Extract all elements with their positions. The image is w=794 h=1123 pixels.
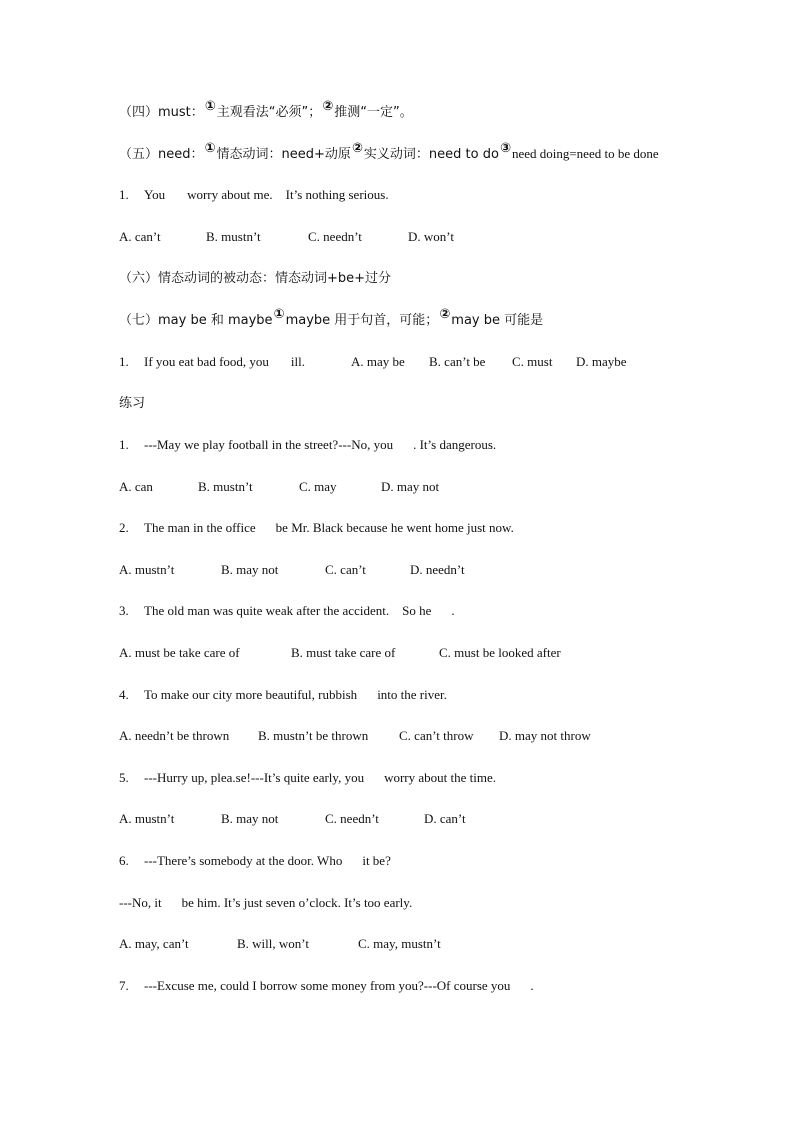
rule-maybe	[119, 307, 754, 331]
question-7	[119, 976, 754, 996]
question-6	[119, 851, 754, 871]
option-b: B. may not	[221, 562, 279, 577]
question-number: 4.	[119, 687, 129, 702]
option-b: B. will, won’t	[237, 936, 309, 951]
option-a: A. mustn’t	[119, 811, 175, 826]
option-c: C. can’t throw	[399, 728, 474, 743]
rule-passive-text: （六）情态动词的被动态：情态动词+be+过分	[119, 271, 392, 286]
question-text-part2: .	[451, 603, 455, 618]
question-number: 3.	[119, 603, 129, 618]
rule-must	[119, 99, 754, 123]
question-text-part3: ---No, it	[119, 895, 162, 910]
option-b: B. mustn’t be thrown	[258, 728, 369, 743]
question-text-part1: You	[144, 187, 166, 202]
option-d: D. may not	[381, 479, 440, 494]
question-1	[119, 435, 754, 455]
question-number: 1.	[119, 187, 129, 202]
question-4	[119, 685, 754, 705]
option-a: A. must be take care of	[119, 645, 240, 660]
rule-need-text2: 实义动词：need to do	[363, 147, 499, 162]
question-number: 1.	[119, 354, 129, 369]
question-4-options	[119, 726, 754, 746]
option-c: C. must be looked after	[439, 645, 561, 660]
practice-heading-text: 练习	[119, 396, 146, 411]
rule-maybe-text1: maybe 用于句首，可能；	[285, 313, 439, 328]
question-text-part2: into the river.	[377, 687, 447, 702]
question-text-part1: To make our city more beautiful, rubbish	[144, 687, 358, 702]
option-c: C. can’t	[325, 562, 366, 577]
option-c: C. must	[512, 354, 553, 369]
circled-2-icon: ②	[351, 141, 363, 156]
rule-need-text1: 情态动词：need+动原	[216, 147, 351, 162]
option-b: B. mustn’t	[206, 229, 261, 244]
option-b: B. mustn’t	[198, 479, 253, 494]
option-d: D. may not throw	[499, 728, 591, 743]
question-text-part2: . It’s dangerous.	[413, 437, 497, 452]
option-d: D. needn’t	[410, 562, 465, 577]
circled-1-icon: ①	[204, 141, 216, 156]
option-a: A. may be	[351, 354, 405, 369]
question-number: 7.	[119, 978, 129, 993]
option-a: A. mustn’t	[119, 562, 175, 577]
option-b: B. may not	[221, 811, 279, 826]
option-a: A. can	[119, 479, 153, 494]
circled-2-icon: ②	[439, 307, 451, 322]
option-a: A. can’t	[119, 229, 161, 244]
example-a-options	[119, 227, 754, 247]
question-5-options	[119, 809, 754, 829]
rule-maybe-text2: may be 可能是	[451, 313, 544, 328]
practice-heading	[119, 393, 754, 414]
question-text-part1: The old man was quite weak after the accident. So he	[144, 603, 432, 618]
question-number: 2.	[119, 520, 129, 535]
option-b: B. can’t be	[429, 354, 486, 369]
rule-need	[119, 141, 754, 165]
question-1-options	[119, 477, 754, 497]
rule-passive	[119, 268, 754, 289]
question-number: 6.	[119, 853, 129, 868]
question-text-part2: ill.	[290, 354, 306, 369]
circled-3-icon: ③	[499, 141, 511, 156]
question-text-part1: If you eat bad food, you	[144, 354, 269, 369]
option-c: C. needn’t	[308, 229, 362, 244]
option-c: C. may	[299, 479, 337, 494]
option-d: D. maybe	[576, 354, 627, 369]
question-3	[119, 601, 754, 621]
question-text-part1: ---Hurry up, plea.se!---It’s quite early, you	[144, 770, 365, 785]
question-text-part2: be Mr. Black because he went home just now.	[275, 520, 514, 535]
rule-need-prefix: （五）need：	[119, 147, 204, 162]
question-3-options	[119, 643, 754, 663]
option-a: A. needn’t be thrown	[119, 728, 230, 743]
rule-must-prefix: （四）must：	[119, 105, 204, 120]
question-2-options	[119, 560, 754, 580]
option-d: D. can’t	[424, 811, 466, 826]
example-b-question	[119, 352, 754, 372]
question-number: 5.	[119, 770, 129, 785]
option-d: D. won’t	[408, 229, 454, 244]
option-c: C. needn’t	[325, 811, 379, 826]
option-a: A. may, can’t	[119, 936, 189, 951]
rule-maybe-prefix: （七）may be 和 maybe	[119, 313, 273, 328]
question-text-part1: ---There’s somebody at the door. Who	[144, 853, 343, 868]
question-text-part1: The man in the office	[144, 520, 256, 535]
question-text-part1: ---Excuse me, could I borrow some money from you?---Of course you	[144, 978, 511, 993]
question-text-part4: be him. It’s just seven o’clock. It’s too early.	[181, 895, 413, 910]
question-6-line2	[119, 893, 754, 913]
question-text-part2: .	[530, 978, 534, 993]
option-c: C. may, mustn’t	[358, 936, 441, 951]
question-text-part2: worry about the time.	[384, 770, 496, 785]
question-6-options	[119, 934, 754, 954]
question-5	[119, 768, 754, 788]
rule-must-text2: 推测“一定”。	[334, 105, 413, 120]
rule-must-text1: 主观看法“必须”；	[216, 105, 322, 120]
question-text-part2: it be?	[362, 853, 391, 868]
question-number: 1.	[119, 437, 129, 452]
circled-1-icon: ①	[204, 99, 216, 114]
circled-2-icon: ②	[322, 99, 334, 114]
question-text-part2: worry about me. It’s nothing serious.	[187, 187, 389, 202]
rule-need-text3: need doing=need to be done	[511, 146, 659, 161]
question-2	[119, 518, 754, 538]
option-b: B. must take care of	[291, 645, 396, 660]
example-a-question	[119, 185, 754, 205]
circled-1-icon: ①	[273, 307, 285, 322]
question-text-part1: ---May we play football in the street?---No, you	[144, 437, 394, 452]
